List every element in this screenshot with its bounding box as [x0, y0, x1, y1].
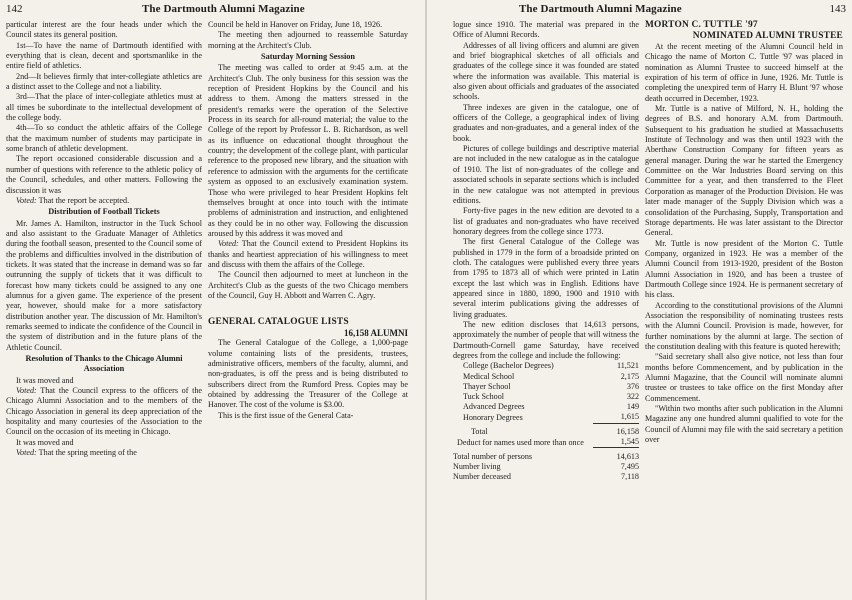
row-label: Thayer School: [463, 381, 511, 391]
table-row: [453, 361, 639, 371]
row-label: Total: [471, 427, 488, 437]
article-headline: GENERAL CATALOGUE LISTS: [208, 317, 349, 328]
paragraph: The new edition discloses that 14,613 persons, approximately the number of people that will witness the Dartmouth-Cornell game Saturday, have received degrees from the college and include the following:: [453, 319, 639, 360]
table-row: [453, 382, 639, 392]
article-headline: MORTON C. TUTTLE '97: [645, 20, 758, 30]
row-label: Medical School: [463, 371, 515, 381]
vote-paragraph: [6, 196, 202, 206]
section-heading: Saturday Morning Session: [260, 52, 356, 62]
table-row: [453, 372, 639, 382]
vote-paragraph: [6, 448, 202, 458]
paragraph: At the recent meeting of the Alumni Council held in Chicago the name of Morton C. Tuttle '97 was placed in nomination as Alumni Trustee to succeed himself at the expiration of his term of office in June, 1926. Mr. Tuttle is completing the unexpired term of Harry H. Blunt '97 whose death occurred in December, 1923.: [645, 42, 843, 103]
paragraph: Mr. James A. Hamilton, instructor in the Tuck School and also assistant to the Graduate Manager of Athletics during the football season, presented to the Council some of the problems and difficulties involved in the distribution of tickets. It was stated that the increase in demand was so far outrunning the supply of tickets that it was difficult to forecast how many tickets could be assigned to any one alumnus for a given game. The experience of the present year, however, should make for a more satisfactory distribution another year. The discussion of Mr. Hamilton's remarks seemed to indicate the confidence of the Council in the system of distribution and in the future plans of the Athletic Council.: [6, 218, 202, 352]
paragraph: Council be held in Hanover on Friday, June 18, 1926.: [208, 20, 383, 29]
vote-paragraph: [208, 239, 408, 270]
right-page-column-1: [453, 20, 639, 598]
paragraph: 4th—To so conduct the athletic affairs of the College that the maximum number of students may participate in some branch of athletic development.: [6, 123, 202, 154]
paragraph: 1st—To have the name of Dartmouth identified with everything that is clean, decent and sportsmanlike in the entire field of athletics.: [6, 40, 202, 71]
row-value: 1,545: [593, 437, 639, 448]
left-page-header: [0, 3, 425, 17]
paragraph: This is the first issue of the General Cata-: [218, 410, 354, 420]
table-total-row: [453, 427, 639, 437]
article-subheadline: 16,158 ALUMNI: [343, 328, 408, 339]
row-label: Tuck School: [463, 391, 505, 401]
table-row: [453, 412, 639, 423]
running-title: The Dartmouth Alumni Magazine: [142, 3, 305, 15]
voted-label: Voted:: [16, 448, 37, 458]
paragraph: It was moved and: [16, 375, 74, 385]
table-row: [453, 402, 639, 412]
voted-label: Voted:: [16, 195, 37, 205]
paragraph: The report occasioned considerable discussion and a number of questions with reference to the athletic policy of the Council, schedules, and other matters. Following the discussion it was: [6, 154, 202, 195]
section-heading: Resolution of Thanks to the Chicago Alumni Association: [25, 354, 183, 374]
row-label: Honorary Degrees: [463, 412, 523, 422]
vote-text: That the spring meeting of the: [38, 448, 137, 458]
row-label: Number deceased: [453, 472, 511, 482]
row-value: 7,495: [620, 462, 639, 472]
paragraph: 2nd—It believes firmly that inter-collegiate athletics are a distinct asset to the College and not a liability.: [6, 71, 202, 92]
right-page-column-2: [645, 20, 843, 598]
left-page-column-1: [6, 20, 202, 598]
paragraph: Mr. Tuttle is now president of the Morton C. Tuttle Company, organized in 1923. He was a member of the Alumni Council from 1913-1920, president of the Boston Alumni Association in 1920, and has been a trustee of Dartmouth College since 1924. He is permanent secretary of his class.: [645, 238, 843, 300]
row-value: 322: [626, 391, 639, 401]
paragraph: The first General Catalogue of the College was published in 1779 in the form of a broadside printed on cloth. The catalogues were published every three years from 1795 to 1873 all of which were printed in Latin except the last which was in English. Editions have appeared since in 1880, 1890, 1900 and 1910 with several interim publications giving the addresses of living graduates.: [453, 237, 639, 319]
row-value: 11,521: [616, 361, 639, 371]
paragraph: logue since 1910. The material was prepared in the Office of Alumni Records.: [453, 20, 639, 40]
voted-label: Voted:: [16, 386, 37, 396]
row-label: Advanced Degrees: [463, 402, 525, 412]
voted-label: Voted:: [218, 239, 239, 249]
article-subheadline: NOMINATED ALUMNI TRUSTEE: [692, 31, 843, 41]
row-value: 1,615: [593, 412, 639, 423]
paragraph: The meeting was called to order at 9:45 a.m. at the Architect's Club. The only business for this session was the reception of President Hopkins by the Council and his address to them. Among the matters stressed in the president's remarks were the operation of the Selective Process in its search for all-round material; the value to the College of the report by Professor L. B. Richardson, as well as its influence on educational thought throughout the country; the development of the college plant, with particular reference to the proposed new library, and the situation with reference to admission with the arguments for the certificate system as opposed to an exclusively examination system. Those who were privileged to hear President Hopkins felt themselves brought at once into touch with the intimate problems of administration and instruction, and enlightened as they could be in no other way. Following the discussion aroused by this address it was moved and: [208, 63, 408, 238]
paragraph: Addresses of all living officers and alumni are given and brief biographical sketches of all officials and graduates of the college since it was founded are stated where the information was available. This material is also given about officials and graduates of the associated schools.: [453, 40, 639, 102]
paragraph: 3rd—That the place of inter-collegiate athletics must at all times be subordinate to the intellectual development of the college body.: [6, 92, 202, 123]
vote-paragraph: [6, 386, 202, 438]
paragraph: The Council then adjourned to meet at luncheon in the Architect's Club as the guests of the two Chicago members of the Council, Guy H. Abbott and Warren C. Agry.: [208, 270, 408, 300]
row-value: 16,158: [616, 427, 639, 437]
row-label: Total number of persons: [453, 451, 533, 461]
quoted-paragraph: "Said secretary shall also give notice, not less than four months before Commencement, and by publication in the Alumni Magazine, that the Council will nominate alumni trustee or trustees to take office on the first Monday after Commencement.: [645, 352, 843, 403]
vote-text: That the report be accepted.: [38, 195, 130, 205]
table-row: [453, 437, 639, 448]
quoted-paragraph: "Within two months after such publication in the Alumni Magazine any one hundred alumni qualified to vote for the Council of Alumni may file with the said secretary a petition over: [645, 404, 843, 445]
paragraph: It was moved and: [16, 437, 74, 447]
row-label: Deduct for names used more than once: [457, 437, 584, 447]
vote-text: That the Council express to the officers of the Chicago Alumni Association and to the members of the Chicago Association in general its deep appreciation of the hospitality and many courtesies of the Association to the Council on the occasion of its meeting in Chicago.: [6, 386, 202, 437]
right-page: [427, 0, 852, 600]
paragraph: The meeting then adjourned to reassemble Saturday morning at the Architect's Club.: [208, 30, 408, 50]
paragraph: The General Catalogue of the College, a 1,000-page volume containing lists of the presidents, trustees, administrative officers, members of the faculty, alumni, and non-graduates, is off the press and is being distributed to subscribers direct from the Rumford Press. Copies may be obtained by addressing the Treasurer of the College at Hanover. The cost of the volume is $3.00.: [208, 338, 408, 410]
right-page-header: [427, 3, 852, 17]
row-label: College (Bachelor Degrees): [463, 361, 554, 371]
row-value: 7,118: [621, 472, 639, 482]
paragraph: Forty-five pages in the new edition are devoted to a list of graduates and non-graduates who have received honorary degrees from the college since 1773.: [453, 206, 639, 236]
row-value: 2,175: [620, 371, 639, 381]
section-heading: Distribution of Football Tickets: [48, 207, 160, 217]
table-row: [453, 462, 639, 472]
left-page-column-2: [208, 20, 408, 598]
paragraph: Pictures of college buildings and descriptive material are not included in the new catalogue as in the catalogue of 1910. The list of non-graduates of the college and associated schools in separate sections which is included in the new catalogue was not attempted in previous editions.: [453, 144, 639, 205]
left-page: [0, 0, 425, 600]
row-value: 14,613: [616, 451, 639, 461]
row-value: 376: [626, 381, 639, 391]
degrees-table: [453, 361, 639, 482]
paragraph: Mr. Tuttle is a native of Milford, N. H., holding the degrees of B.S. and honorary A.M. from Dartmouth. Subsequent to his graduation he studied at Massachusetts Institute of Technology and was then until 1923 with the Aberthaw Construction Company for fifteen years as general manager. During the war he started the Emergency Committee on the War Industries Board serving on this Committee for a year, and then transferred to the Fleet Corporation as manager of the Production Division. He was later made manager of the Supply Division which was a consolidation of the Purchasing, Supply, Transportation and Storage departments. He was later assistant to the Director General.: [645, 104, 843, 238]
paragraph: Three indexes are given in the catalogue, one of officers of the College, a geographical index of living graduates and non-graduates, and a general index of the book.: [453, 102, 639, 143]
table-row: [453, 392, 639, 402]
table-row: [453, 472, 639, 482]
page-number: 143: [829, 3, 846, 15]
page-number: 142: [6, 3, 23, 15]
paragraph: According to the constitutional provisions of the Alumni Association the responsibility of nominating trustees rests with the Alumni Council. Provision is made, however, for further nominations by the alumni at large. The section of the constitution dealing with this feature is quoted herewith;: [645, 300, 843, 351]
row-label: Number living: [453, 462, 501, 472]
paragraph: particular interest are the four heads under which the Council states its general position.: [6, 20, 202, 40]
running-title: The Dartmouth Alumni Magazine: [519, 3, 682, 15]
row-value: 149: [626, 402, 639, 412]
vote-text: That the Council extend to President Hopkins its thanks and heartiest appreciation of his willingness to meet and discuss with them the affairs of the College.: [208, 239, 408, 269]
table-row: [453, 452, 639, 462]
